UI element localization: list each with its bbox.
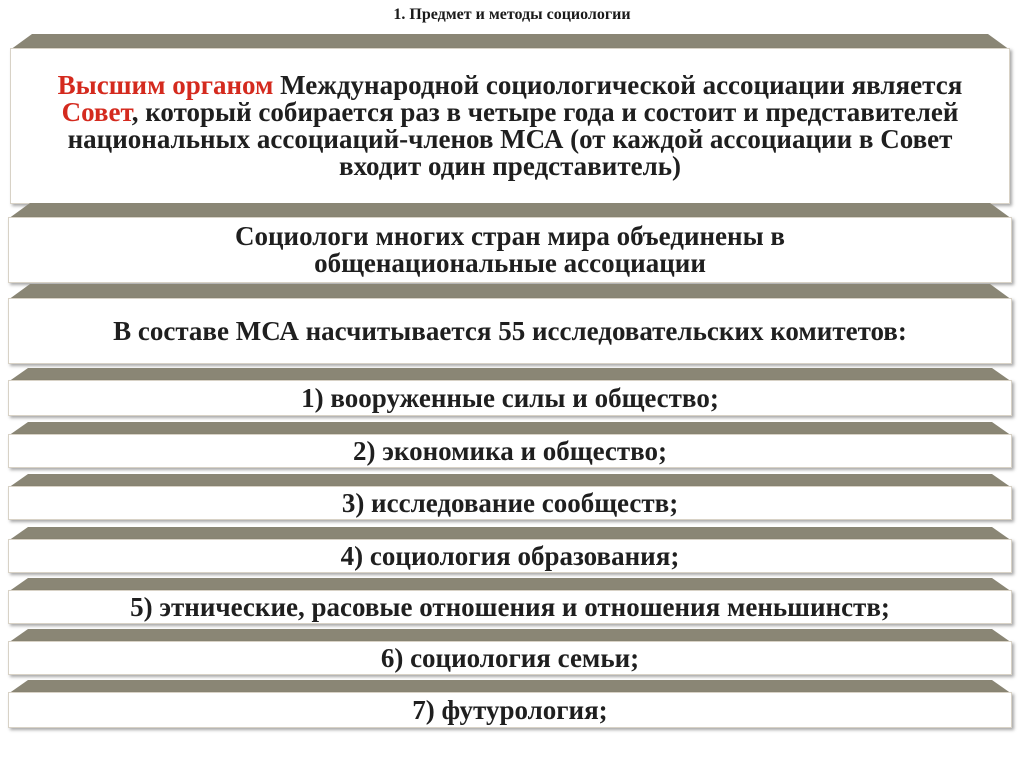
card-associations-text: Социологи многих стран мира объединены в общенациональные ассоциации bbox=[234, 221, 786, 278]
highlight-council: Совет bbox=[61, 97, 132, 127]
list-item-text: 6) социология семьи; bbox=[380, 642, 640, 673]
list-item-text: 2) экономика и общество; bbox=[352, 435, 668, 466]
list-item-text: 5) этнические, расовые отношения и отношения меньшинств; bbox=[130, 591, 890, 622]
card-committees bbox=[8, 284, 1012, 364]
list-item bbox=[8, 368, 1012, 416]
list-item bbox=[8, 578, 1012, 624]
list-item-text: 1) вооруженные силы и общество; bbox=[301, 382, 719, 413]
list-item bbox=[8, 680, 1012, 728]
card-committees-text: В составе МСА насчитывается 55 исследовательских комитетов: bbox=[113, 315, 907, 346]
list-item-text: 7) футурология; bbox=[412, 694, 608, 725]
list-item-text: 3) исследование сообществ; bbox=[341, 487, 679, 518]
card-council-text bbox=[25, 72, 995, 180]
list-item bbox=[8, 527, 1012, 573]
list-item bbox=[8, 629, 1012, 675]
list-item bbox=[8, 422, 1012, 468]
highlight-supreme-body: Высшим органом bbox=[57, 70, 274, 100]
card-council-text-b: , который собирается раз в четыре года и состоит и представителей национальных ассоциаций-членов МСА (от каждой ассоциации в Совет входит один представитель) bbox=[67, 97, 959, 181]
card-council bbox=[10, 34, 1010, 204]
card-associations bbox=[8, 203, 1012, 283]
list-item-text: 4) социология образования; bbox=[340, 540, 680, 571]
slide-title: 1. Предмет и методы социологии bbox=[393, 6, 631, 23]
list-item bbox=[8, 474, 1012, 520]
card-council-text-a: Международной социологической ассоциации является bbox=[273, 70, 963, 100]
